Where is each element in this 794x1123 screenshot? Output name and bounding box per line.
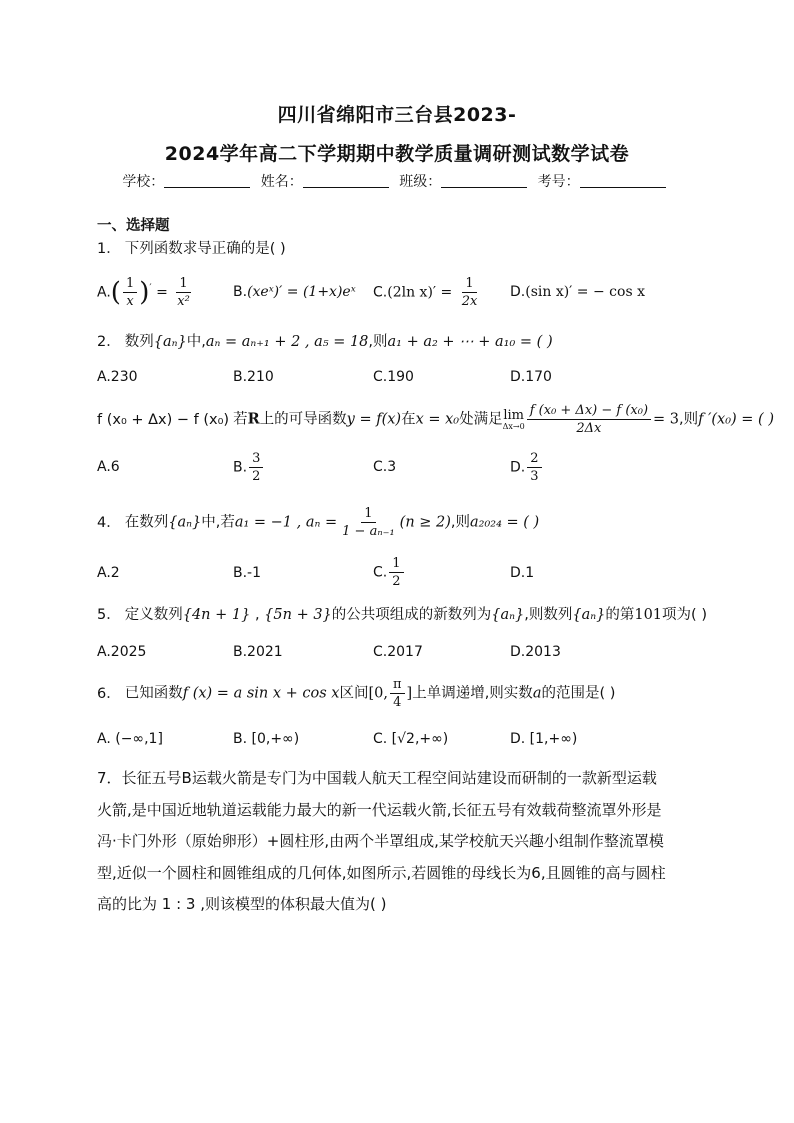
q6-option-b: B. [0,+∞)	[233, 731, 300, 747]
q4-option-d: D.1	[510, 565, 535, 581]
q1-option-a: A.( $\frac{1}{x}$ )′ = $\frac{1}{\text{x²}}$	[97, 276, 190, 309]
q3-option-b: B. $\frac{3}{2}$	[233, 450, 265, 485]
q3-option-d: D. $\frac{2}{3}$	[510, 450, 544, 485]
q5-option-a: A.2025	[97, 644, 147, 660]
school-blank[interactable]	[164, 173, 250, 188]
class-blank[interactable]	[441, 173, 527, 188]
q2-option-c: C.190	[373, 369, 414, 385]
question-2-stem: 2． 数列{aₙ}中,aₙ = aₙ₊₁ + 2 , a₅ = 18,则a₁ + a₂ + ⋯ + a₁₀ = ( )	[97, 334, 553, 350]
q2-option-d: D.170	[510, 369, 552, 385]
q6-option-d: D. [1,+∞)	[510, 731, 578, 747]
q7-line: 冯·卡门外形（原始卵形）+圆柱形,由两个半罩组成,某学校航天兴趣小组制作整流罩模	[97, 832, 664, 850]
q3-option-a: A.6	[97, 459, 120, 475]
q7-line: 型,近似一个圆柱和圆锥组成的几何体,如图所示,若圆锥的母线长为6,且圆锥的高与圆柱	[97, 863, 666, 882]
q5-option-c: C.2017	[373, 644, 423, 660]
q4-option-a: A.2	[97, 565, 120, 581]
q3-option-c: C.3	[373, 459, 397, 475]
q7-line: 火箭,是中国近地轨道运载能力最大的新一代运载火箭,长征五号有效载荷整流罩外形是	[97, 800, 662, 819]
question-1-stem: 1． 下列函数求导正确的是( )	[97, 241, 286, 257]
name-blank[interactable]	[303, 173, 389, 188]
q5-option-d: D.2013	[510, 644, 561, 660]
exam-title-line1: 四川省绵阳市三台县2023-	[277, 104, 517, 126]
exam-title-line2: 2024学年高二下学期期中教学质量调研测试数学试卷	[164, 143, 630, 165]
q6-option-a: A. (−∞,1]	[97, 731, 163, 747]
q4-option-b: B.-1	[233, 565, 262, 581]
q7-line: 高的比为 1 : 3 ,则该模型的体积最大值为( )	[97, 895, 387, 913]
exam-number-label: 考号：	[537, 174, 580, 190]
q5-option-b: B.2021	[233, 644, 283, 660]
school-label: 学校：	[122, 174, 165, 190]
q6-option-c: C. [√2,+∞)	[373, 731, 449, 747]
student-info-row	[0, 171, 794, 191]
q4-option-c: C. $\frac{1}{2}$	[373, 555, 406, 590]
question-7-text	[97, 763, 697, 921]
question-5-stem: 5． 定义数列{4n + 1} , {5n + 3}的公共项组成的新数列为{aₙ},则数列{aₙ}的第101项为( )	[97, 607, 707, 623]
q2-option-b: B.210	[233, 369, 274, 385]
q2-option-a: A.230	[97, 369, 138, 385]
section-title: 一、选择题	[97, 218, 170, 234]
question-4-stem: 4． 在数列{aₙ}中,若a₁ = −1 , aₙ = $\frac{1}{\text{1 − aₙ₋₁}}$ (n ≥ 2),则a₂₀₂₄ = ( )	[97, 506, 540, 539]
q1-option-c: C.(2ln x)′ = $\frac{1}{2x}$	[373, 276, 478, 309]
exam-number-blank[interactable]	[580, 173, 666, 188]
class-label: 班级：	[399, 174, 442, 190]
question-6-stem: 6． 已知函数f (x) = a sin x + cos x区间[0, $\frac{\pi}{4}$ ]上单调递增,则实数a的范围是( )	[97, 677, 616, 710]
name-label: 姓名：	[260, 174, 303, 190]
q1-option-b: B.(xeˣ)′ = (1+x)eˣ	[233, 284, 356, 300]
q1-option-d: D.(sin x)′ = − cos x	[510, 284, 645, 300]
difference-quotient: $\frac{\text{f (x₀ + Δx) − f (x₀)}}{2\Delta x}$	[527, 402, 651, 437]
limit-operator: lim Δx→0	[502, 407, 525, 431]
q7-line: 7．长征五号B运载火箭是专门为中国载人航天工程空间站建设而研制的一款新型运载	[97, 769, 657, 787]
question-3-stem: f (x₀ + Δx) − f (x₀) 若R上的可导函数y = f(x)在x = x₀处满足 lim Δx→0 $\frac{\text{f (x₀ + Δx) − f (x₀)}}{2\Delta x}$ = 3,则f ′(x₀) = ( )	[97, 403, 774, 436]
